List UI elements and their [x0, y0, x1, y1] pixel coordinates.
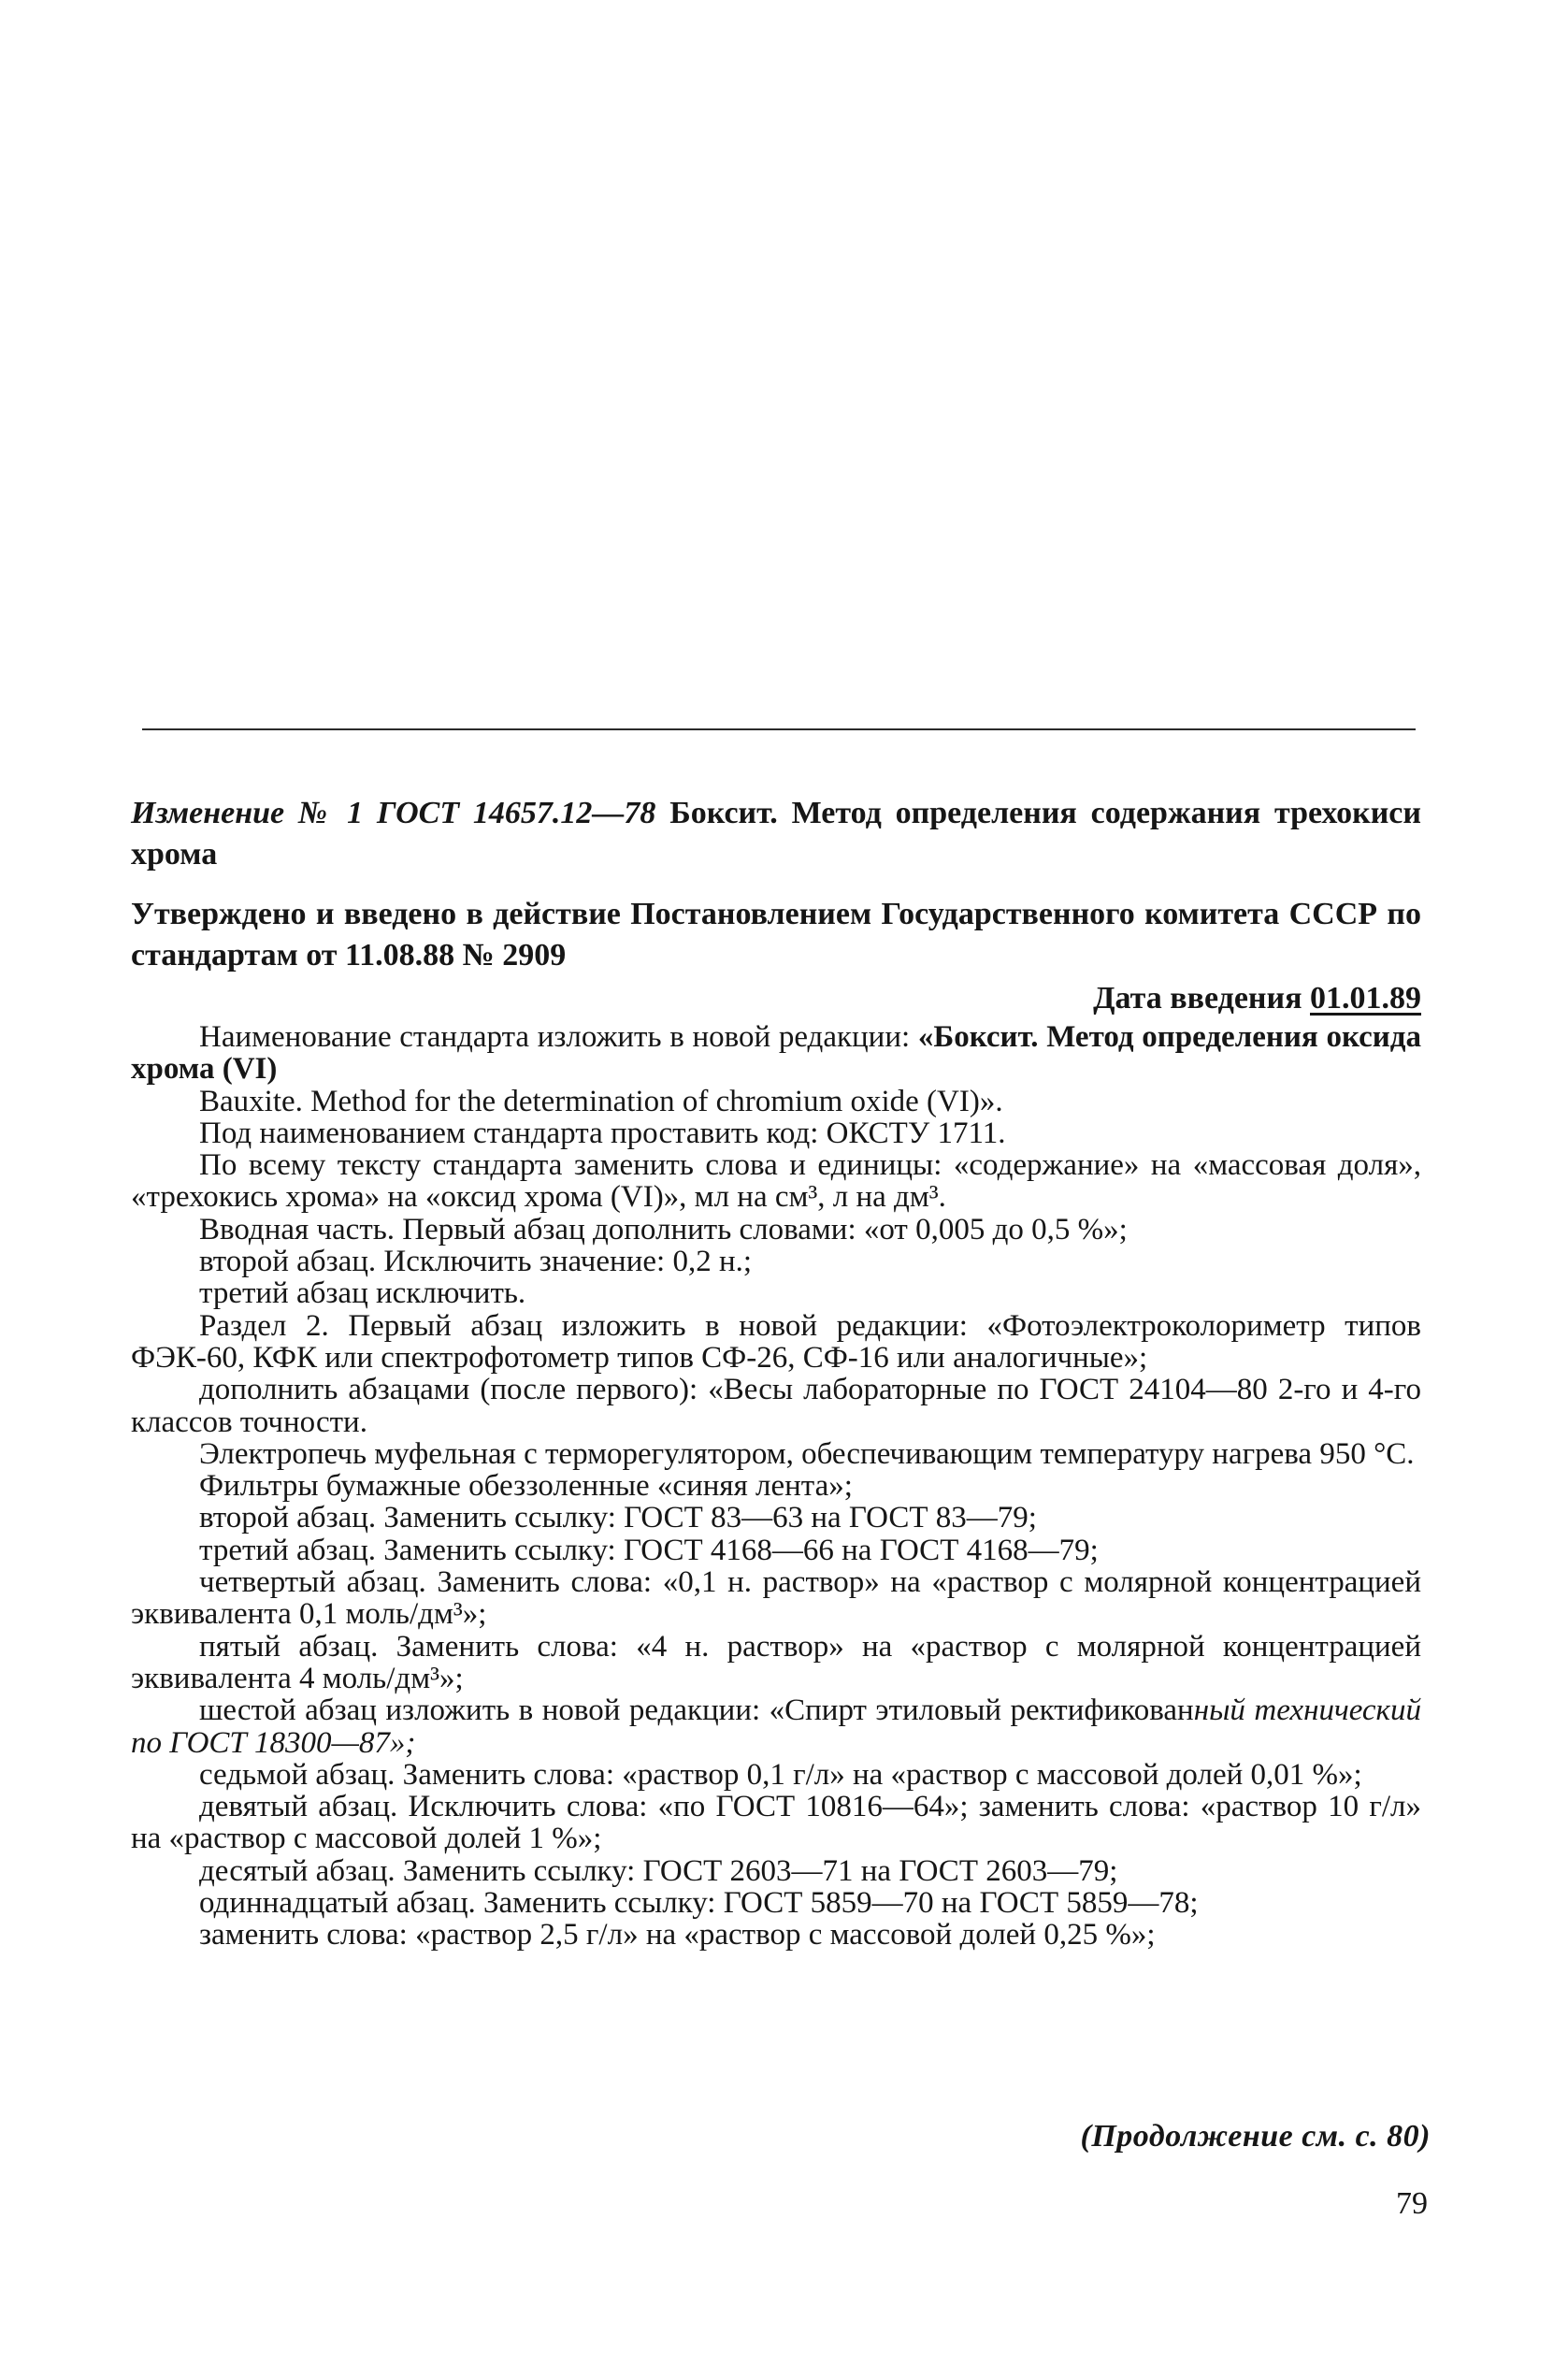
body-paragraph: [131, 1855, 1421, 1887]
text-run: шестой абзац изложить в новой редакции: «Спирт этиловый ректификован: [199, 1693, 1194, 1728]
body-paragraph: [131, 1566, 1421, 1631]
text-run: «Боксит. Метод определения оксида хрома (VI): [131, 1020, 1421, 1087]
text-run: Под наименованием стандарта проставить код: ОКСТУ 1711.: [199, 1116, 1006, 1150]
text-run: Вводная часть. Первый абзац дополнить словами: «от 0,005 до 0,5 %»;: [199, 1212, 1128, 1246]
effective-date-value: 01.01.89: [1310, 981, 1421, 1016]
body-paragraph: [131, 1438, 1421, 1470]
body-paragraph: [131, 1887, 1421, 1919]
body-paragraph: [131, 1374, 1421, 1438]
amendment-body: [131, 1021, 1421, 1952]
text-run: Bauxite. Method for the determination of chromium oxide (VI)».: [199, 1084, 1003, 1118]
body-paragraph: [131, 1791, 1421, 1855]
text-run: седьмой абзац. Заменить слова: «раствор 0,1 г/л» на «раствор с массовой долей 0,01 %»;: [199, 1757, 1362, 1792]
text-run: второй абзац. Исключить значение: 0,2 н.;: [199, 1245, 753, 1279]
effective-date: [131, 978, 1421, 1019]
text-run: пятый абзац. Заменить слова: «4 н. раствор» на «раствор с молярной концентрацией эквивалента 4 моль/дм³»;: [131, 1629, 1421, 1695]
page-number: 79: [1396, 2186, 1428, 2221]
body-paragraph: [131, 1214, 1421, 1246]
body-paragraph: [131, 1470, 1421, 1502]
body-paragraph: [131, 1246, 1421, 1277]
body-paragraph: [131, 1086, 1421, 1117]
body-paragraph: [131, 1277, 1421, 1309]
text-run: заменить слова: «раствор 2,5 г/л» на «раствор с массовой долей 0,25 %»;: [199, 1918, 1156, 1952]
body-paragraph: [131, 1919, 1421, 1951]
effective-date-label: Дата введения: [1093, 981, 1302, 1016]
body-paragraph: [131, 1117, 1421, 1149]
text-run: третий абзац. Заменить ссылку: ГОСТ 4168—66 на ГОСТ 4168—79;: [199, 1533, 1099, 1567]
text-run: ный технический по ГОСТ 18300—87»;: [131, 1693, 1421, 1760]
text-run: Раздел 2. Первый абзац изложить в новой редакции: «Фотоэлектроколориметр типов ФЭК-60, КФК или спектрофотометр типов СФ-26, СФ-16 или аналогичные»;: [131, 1308, 1421, 1375]
body-paragraph: [131, 1149, 1421, 1214]
body-paragraph: [131, 1021, 1421, 1086]
text-run: одиннадцатый абзац. Заменить ссылку: ГОСТ 5859—70 на ГОСТ 5859—78;: [199, 1886, 1199, 1921]
standard-title: Боксит. Метод определения содержания трехокиси хрома: [131, 796, 1421, 872]
top-divider: [142, 728, 1416, 730]
body-paragraph: [131, 1310, 1421, 1375]
text-run: второй абзац. Заменить ссылку: ГОСТ 83—63 на ГОСТ 83—79;: [199, 1501, 1037, 1535]
text-run: Наименование стандарта изложить в новой редакции:: [199, 1020, 918, 1054]
amendment-title: [131, 793, 1421, 875]
text-run: десятый абзац. Заменить ссылку: ГОСТ 2603—71 на ГОСТ 2603—79;: [199, 1853, 1118, 1888]
body-paragraph: [131, 1631, 1421, 1695]
body-paragraph: [131, 1535, 1421, 1566]
text-run: девятый абзац. Исключить слова: «по ГОСТ 10816—64»; заменить слова: «раствор 10 г/л» на «раствор с массовой долей 1 %»;: [131, 1790, 1421, 1856]
continuation-note: (Продолжение см. с. 80): [1080, 2119, 1431, 2154]
body-paragraph: [131, 1759, 1421, 1791]
body-paragraph: [131, 1694, 1421, 1759]
amendment-header: [131, 793, 1421, 1019]
text-run: Фильтры бумажные обеззоленные «синяя лента»;: [199, 1469, 853, 1504]
text-run: По всему тексту стандарта заменить слова и единицы: «содержание» на «массовая доля», «трехокись хрома» на «оксид хрома (VI)», мл на см³, л на дм³.: [131, 1148, 1421, 1215]
text-run: четвертый абзац. Заменить слова: «0,1 н. раствор» на «раствор с молярной концентрацией эквивалента 0,1 моль/дм³»;: [131, 1565, 1421, 1632]
text-run: дополнить абзацами (после первого): «Весы лабораторные по ГОСТ 24104—80 2-го и 4-го классов точности.: [131, 1373, 1421, 1439]
approval-statement: Утверждено и введено в действие Постановлением Государственного комитета СССР по стандартам от 11.08.88 № 2909: [131, 897, 1421, 973]
text-run: Электропечь муфельная с терморегулятором, обеспечивающим температуру нагрева 950 °С.: [199, 1436, 1415, 1471]
text-run: третий абзац исключить.: [199, 1276, 526, 1311]
body-paragraph: [131, 1502, 1421, 1534]
amendment-number: Изменение № 1 ГОСТ 14657.12—78: [131, 796, 656, 830]
